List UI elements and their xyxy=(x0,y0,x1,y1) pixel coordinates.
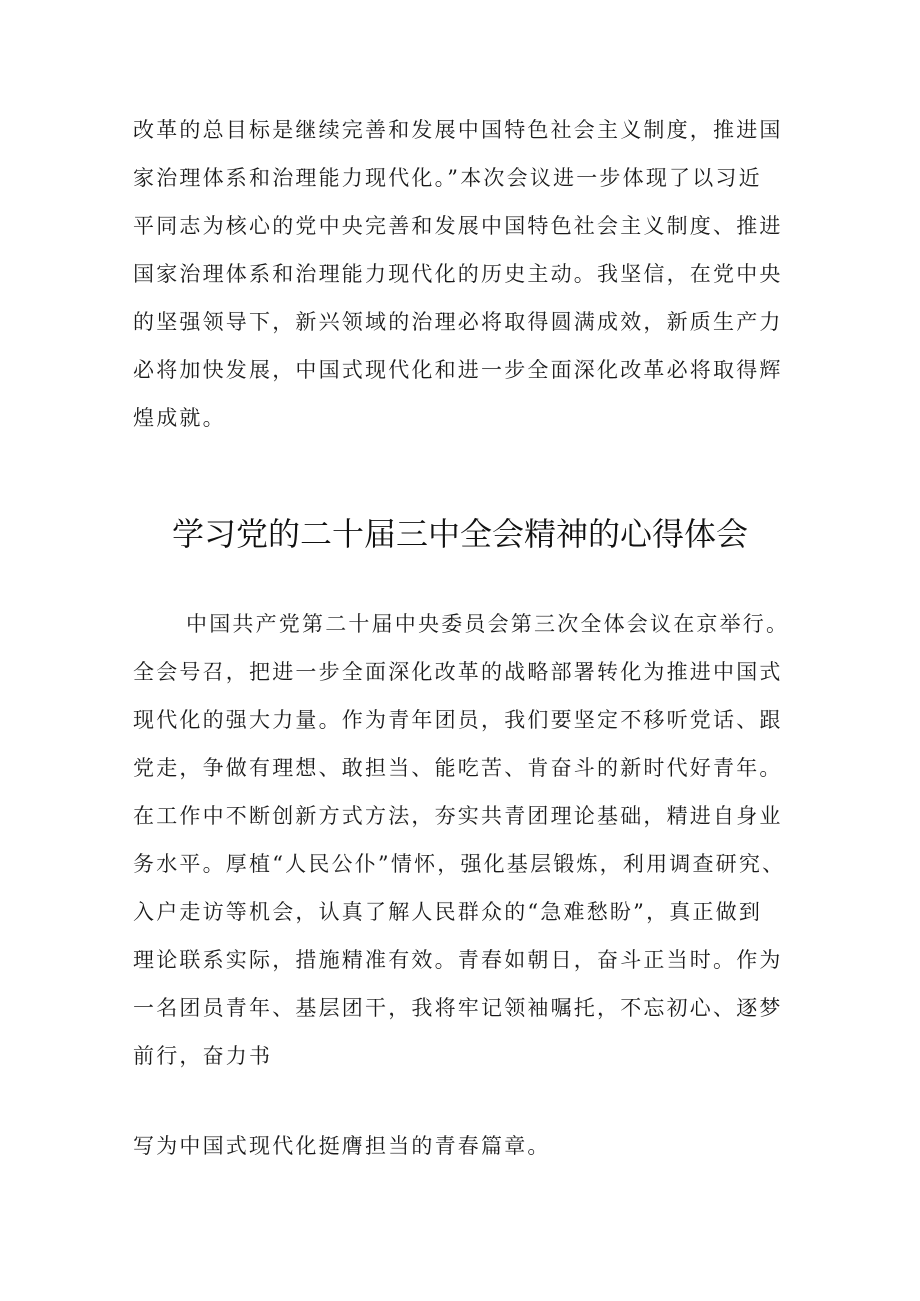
paragraph-line: 国家治理体系和治理能力现代化的历史主动。我坚信，在党中央 xyxy=(133,262,783,286)
paragraph-line: 必将加快发展，中国式现代化和进一步全面深化改革必将取得辉 xyxy=(133,358,783,382)
paragraph-line: 平同志为核心的党中央完善和发展中国特色社会主义制度、推进 xyxy=(133,214,783,238)
paragraph-line: 中国共产党第二十届中央委员会第三次全体会议在京举行。 xyxy=(186,612,790,636)
paragraph-line: 的坚强领导下，新兴领域的治理必将取得圆满成效，新质生产力 xyxy=(133,310,783,334)
paragraph-line: 全会号召，把进一步全面深化改革的战略部署转化为推进中国式 xyxy=(133,660,783,684)
paragraph-line: 现代化的强大力量。作为青年团员，我们要坚定不移听党话、跟 xyxy=(133,708,783,732)
paragraph-line: 入户走访等机会，认真了解人民群众的“急难愁盼”，真正做到 xyxy=(133,900,763,924)
paragraph-line: 一名团员青年、基层团干，我将牢记领袖嘱托，不忘初心、逐梦 xyxy=(133,996,783,1020)
paragraph-line: 党走，争做有理想、敢担当、能吃苦、肯奋斗的新时代好青年。 xyxy=(133,756,783,780)
paragraph-line: 务水平。厚植“人民公仆”情怀，强化基层锻炼，利用调查研究、 xyxy=(133,852,786,876)
paragraph-line: 家治理体系和治理能力现代化。”本次会议进一步体现了以习近 xyxy=(133,166,762,190)
paragraph-line: 煌成就。 xyxy=(133,406,226,430)
essay-title: 学习党的二十届三中全会精神的心得体会 xyxy=(171,515,748,553)
paragraph-line: 写为中国式现代化挺膺担当的青春篇章。 xyxy=(133,1134,551,1158)
paragraph-line: 理论联系实际，措施精准有效。青春如朝日，奋斗正当时。作为 xyxy=(133,948,783,972)
paragraph-line: 改革的总目标是继续完善和发展中国特色社会主义制度，推进国 xyxy=(133,118,783,142)
paragraph-line: 前行，奋力书 xyxy=(133,1044,273,1068)
paragraph-line: 在工作中不断创新方式方法，夯实共青团理论基础，精进自身业 xyxy=(133,804,783,828)
